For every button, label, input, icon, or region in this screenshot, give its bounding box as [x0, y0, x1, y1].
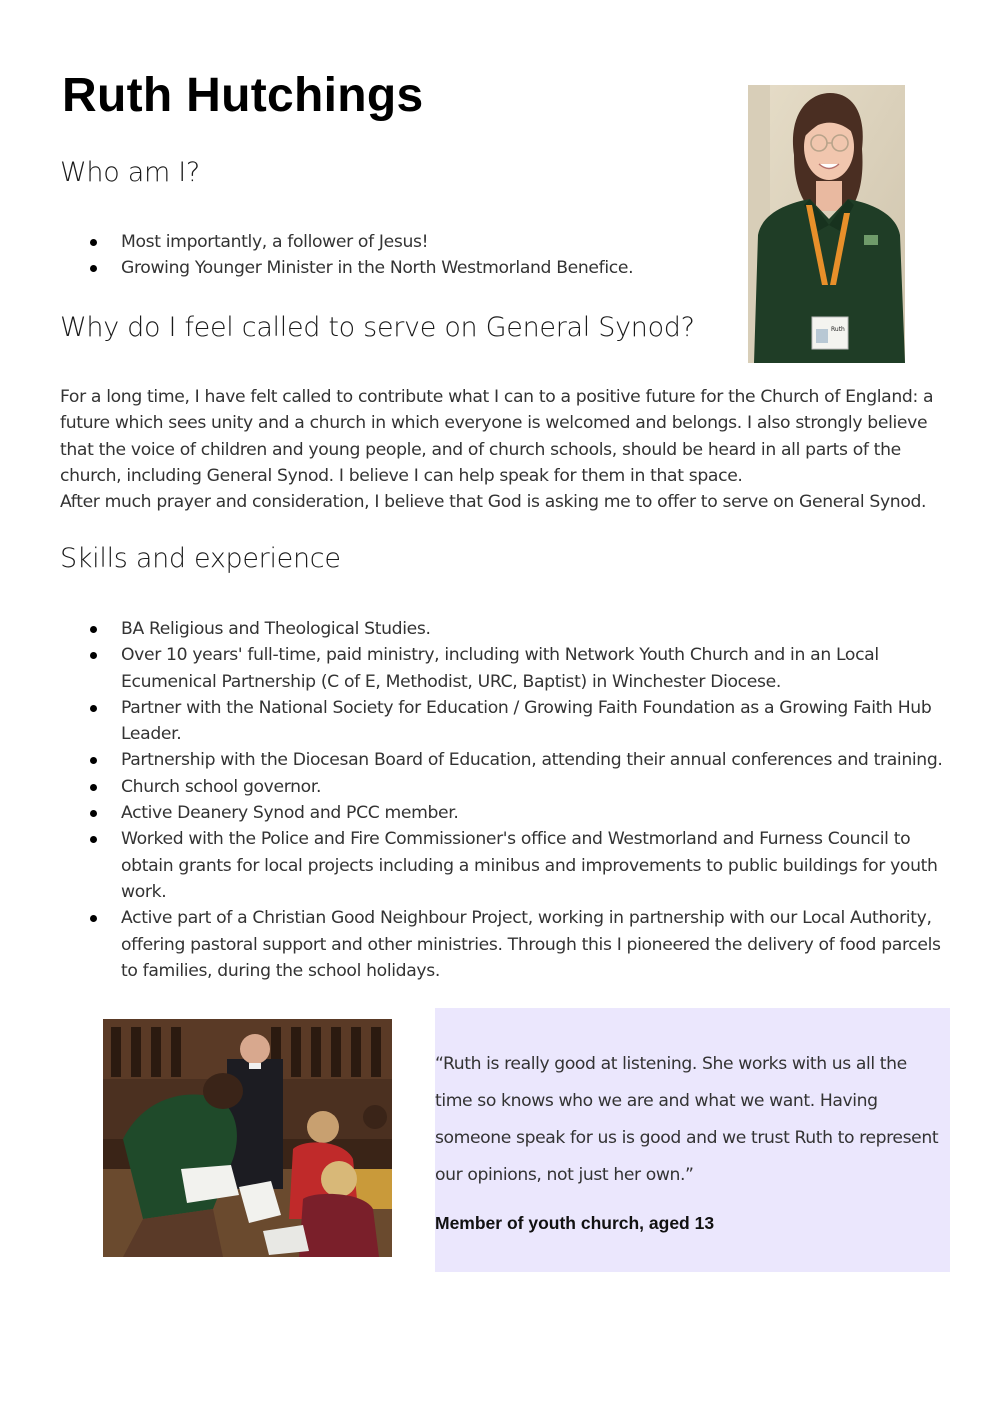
quote-box — [435, 1008, 950, 1272]
list-item: BA Religious and Theological Studies. — [90, 616, 950, 642]
portrait-photo — [748, 85, 905, 363]
list-item: Partnership with the Diocesan Board of Education, attending their annual conferences and training. — [90, 747, 950, 773]
why-heading: Why do I feel called to serve on General Synod? — [60, 312, 695, 343]
list-item: Partner with the National Society for Education / Growing Faith Foundation as a Growing Faith Hub Leader. — [90, 695, 950, 748]
paragraph: After much prayer and consideration, I believe that God is asking me to offer to serve on General Synod. — [60, 492, 927, 513]
list-item: Most importantly, a follower of Jesus! — [90, 229, 950, 255]
list-item: Active Deanery Synod and PCC member. — [90, 800, 950, 826]
badge-name: Ruth — [831, 326, 845, 333]
group-photo — [103, 1019, 392, 1257]
list-item: Growing Younger Minister in the North Westmorland Benefice. — [90, 255, 950, 281]
paragraph: For a long time, I have felt called to contribute what I can to a positive future for the Church of England: a future which sees unity and a church in which everyone is welcomed and belongs. I also strongly believe that the voice of children and young people, and of church schools, should be heard in all parts of the church, including General Synod. I believe I can help speak for them in that space. — [60, 387, 934, 486]
skills-heading: Skills and experience — [60, 543, 341, 574]
list-item: Worked with the Police and Fire Commissioner's office and Westmorland and Furness Council to obtain grants for local projects including a minibus and improvements to public buildings for youth work. — [90, 826, 950, 905]
list-item: Church school governor. — [90, 774, 950, 800]
quote-text: “Ruth is really good at listening. She works with us all the time so knows who we are and what we want. Having someone speak for us is good and we trust Ruth to represent our opinions, not just her own.” — [435, 1054, 939, 1185]
list-item: Over 10 years' full-time, paid ministry, including with Network Youth Church and in an Local Ecumenical Partnership (C of E, Methodist, URC, Baptist) in Winchester Diocese. — [90, 642, 950, 695]
page-title: Ruth Hutchings — [62, 69, 424, 122]
skills-list — [90, 616, 950, 984]
portrait-illustration — [748, 85, 905, 363]
list-item: Active part of a Christian Good Neighbour Project, working in partnership with our Local Authority, offering pastoral support and other ministries. Through this I pioneered the delivery of food parcels to families, during the school holidays. — [90, 905, 950, 984]
why-paragraphs — [60, 384, 955, 515]
group-photo-illustration — [103, 1019, 392, 1257]
quote-attribution: Member of youth church, aged 13 — [435, 1213, 715, 1233]
who-am-i-heading: Who am I? — [60, 157, 200, 188]
